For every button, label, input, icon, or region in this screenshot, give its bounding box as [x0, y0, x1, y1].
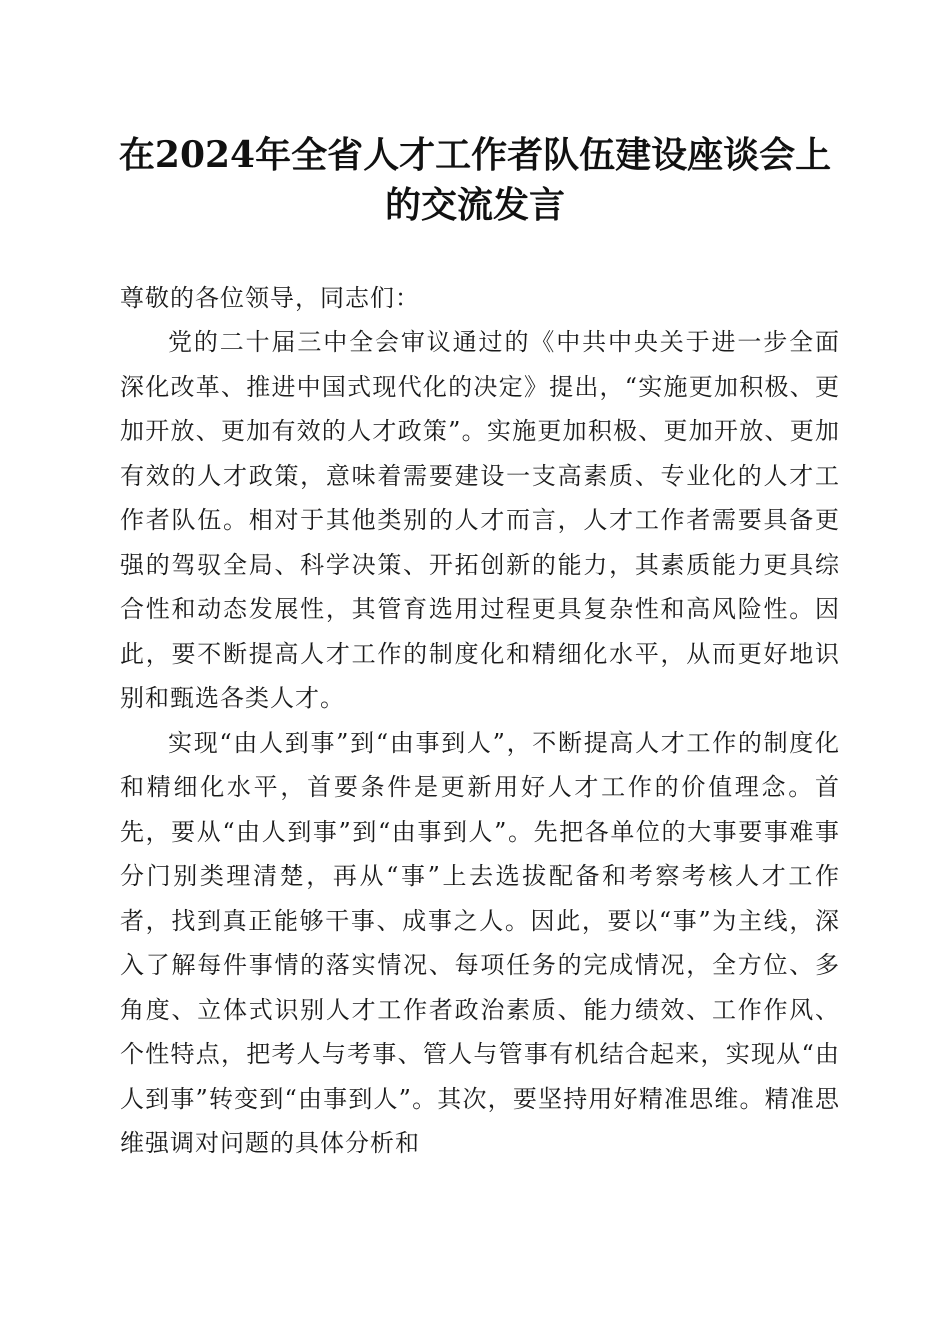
body-paragraph-2: 实现“由人到事”到“由事到人”，不断提高人才工作的制度化和精细化水平，首要条件是更新用好人才工作的价值理念。首先，要从“由人到事”到“由事到人”。先把各单位的大事要事难事分门别类理清楚，再从“事”上去选拔配备和考察考核人才工作者，找到真正能够干事、成事之人。因此，要以“事”为主线，深入了解每件事情的落实情况、每项任务的完成情况，全方位、多角度、立体式识别人才工作者政治素质、能力绩效、工作作风、个性特点，把考人与考事、管人与管事有机结合起来，实现从“由人到事”转变到“由事到人”。其次，要坚持用好精准思维。精准思维强调对问题的具体分析和 — [120, 728, 840, 1157]
salutation: 尊敬的各位领导，同志们： — [120, 284, 420, 312]
document-title: 在2024年全省人才工作者队伍建设座谈会上的交流发言 — [118, 134, 832, 226]
body-paragraph-1: 党的二十届三中全会审议通过的《中共中央关于进一步全面深化改革、推进中国式现代化的决定》提出，“实施更加积极、更加开放、更加有效的人才政策”。实施更加积极、更加开放、更加有效的人才政策，意味着需要建设一支高素质、专业化的人才工作者队伍。相对于其他类别的人才而言，人才工作者需要具备更强的驾驭全局、科学决策、开拓创新的能力，其素质能力更具综合性和动态发展性，其管育选用过程更具复杂性和高风险性。因此，要不断提高人才工作的制度化和精细化水平，从而更好地识别和甄选各类人才。 — [120, 328, 840, 712]
document-body — [120, 276, 840, 1166]
